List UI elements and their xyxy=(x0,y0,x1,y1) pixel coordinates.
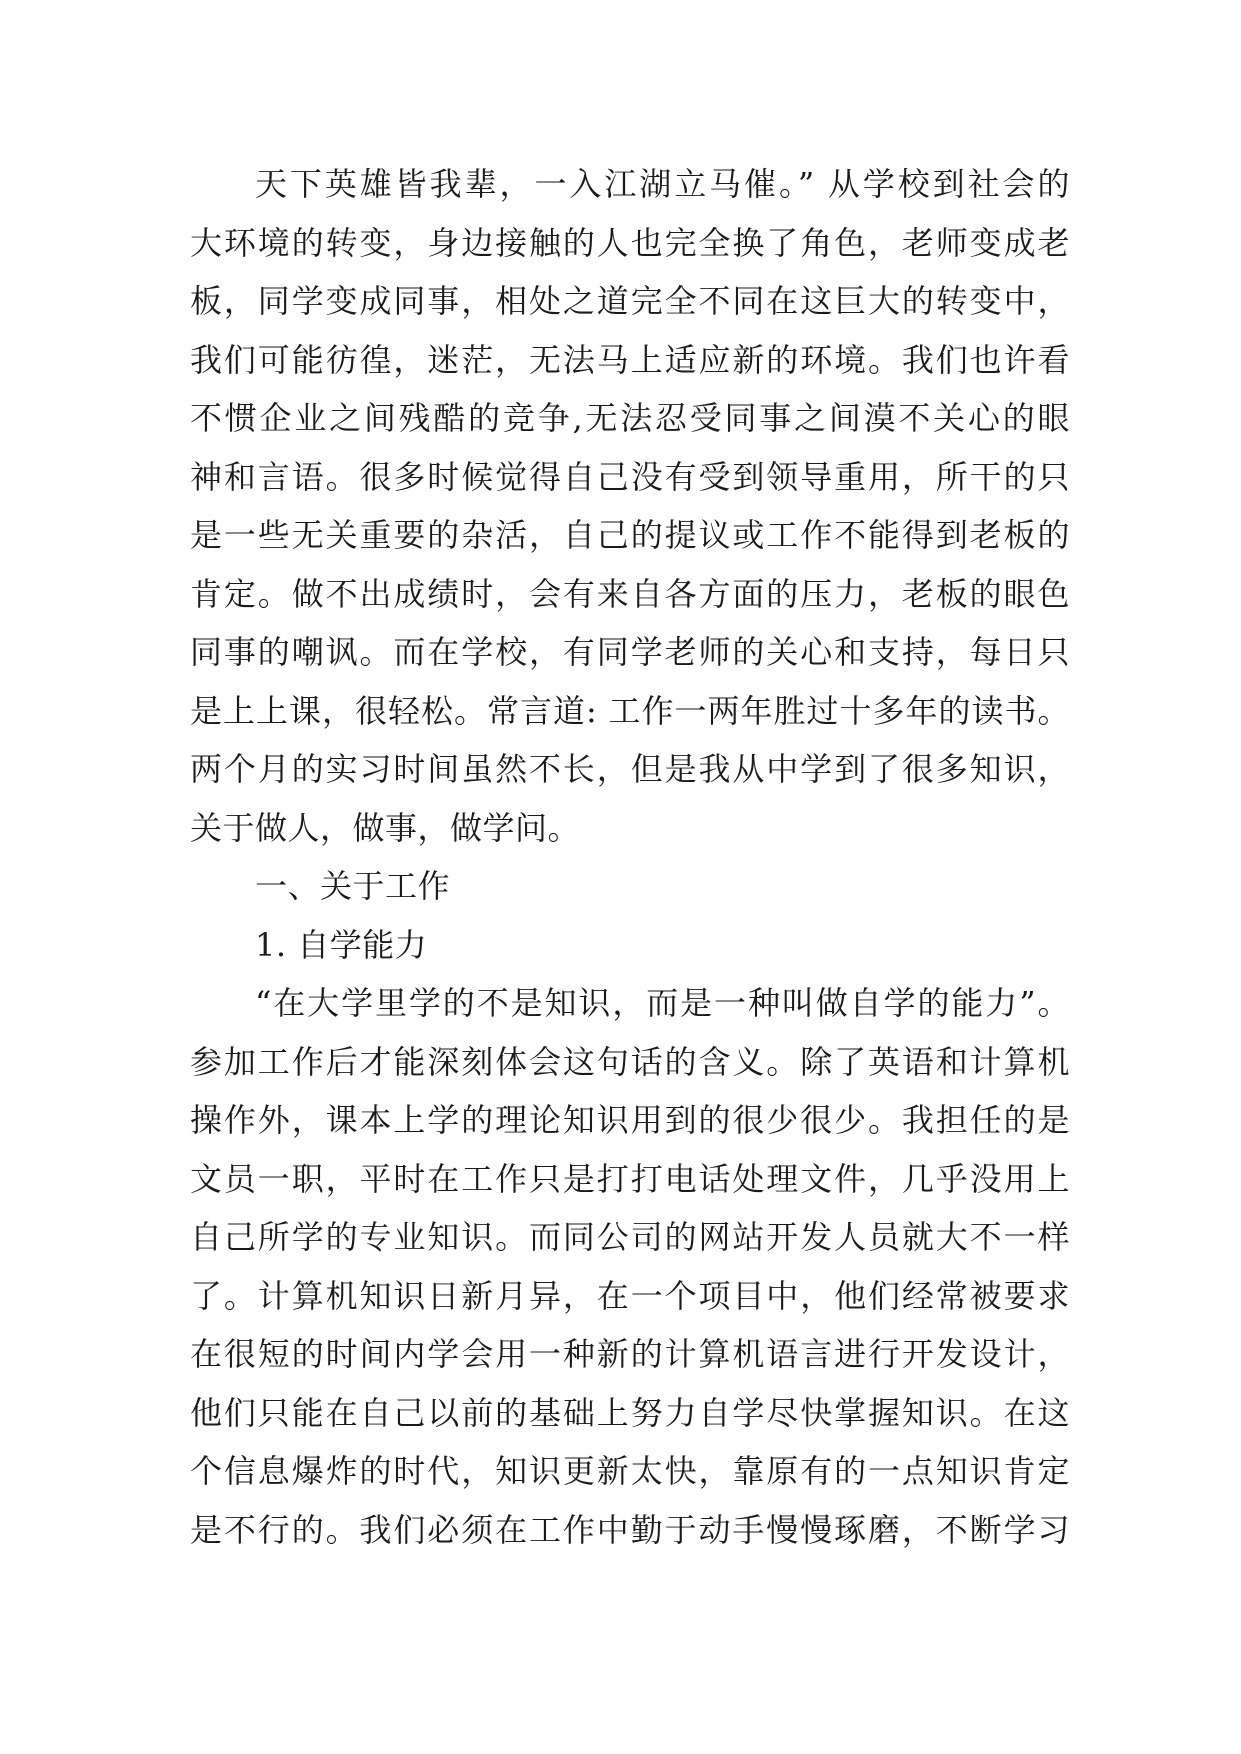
text-line: 在很短的时间内学会用一种新的计算机语言进行开发设计， xyxy=(190,1335,1070,1373)
paragraph-1 xyxy=(190,155,1070,857)
text-line: 操作外，课本上学的理论知识用到的很少很少。我担任的是 xyxy=(190,1101,1070,1139)
text-line: 是上上课，很轻松。常言道: 工作一两年胜过十多年的读书。 xyxy=(190,691,1070,730)
text-line: 同事的嘲讽。而在学校，有同学老师的关心和支持，每日只 xyxy=(190,633,1070,671)
text-line: 个信息爆炸的时代，知识更新太快，靠原有的一点知识肯定 xyxy=(190,1452,1070,1490)
paragraph-2 xyxy=(190,974,1070,1559)
text-line: 不惯企业之间残酷的竞争,无法忍受同事之间漠不关心的眼 xyxy=(190,399,1070,437)
text-line: 是不行的。我们必须在工作中勤于动手慢慢琢磨，不断学习 xyxy=(190,1510,1070,1549)
section-heading: 一、关于工作 xyxy=(255,867,451,905)
text-line: 自己所学的专业知识。而同公司的网站开发人员就大不一样 xyxy=(190,1218,1070,1256)
text-line: 参加工作后才能深刻体会这句话的含义。除了英语和计算机 xyxy=(190,1042,1070,1081)
text-line: 是一些无关重要的杂活，自己的提议或工作不能得到老板的 xyxy=(190,516,1070,554)
text-line: 天下英雄皆我辈，一入江湖立马催。” 从学校到社会的 xyxy=(255,165,1070,203)
text-line: 两个月的实习时间虽然不长，但是我从中学到了很多知识， xyxy=(190,750,1070,788)
text-line: 肯定。做不出成绩时，会有来自各方面的压力，老板的眼色 xyxy=(190,574,1070,613)
text-line: 文员一职，平时在工作只是打打电话处理文件，几乎没用上 xyxy=(190,1159,1070,1198)
text-line: 板，同学变成同事，相处之道完全不同在这巨大的转变中， xyxy=(190,282,1070,320)
subsection-heading: 1. 自学能力 xyxy=(255,925,428,964)
text-line: 他们只能在自己以前的基础上努力自学尽快掌握知识。在这 xyxy=(190,1393,1070,1432)
text-line: 了。计算机知识日新月异，在一个项目中，他们经常被要求 xyxy=(190,1276,1070,1315)
text-line: 关于做人，做事，做学问。 xyxy=(190,808,581,847)
text-line: “在大学里学的不是知识，而是一种叫做自学的能力”。 xyxy=(255,984,1070,1022)
text-line: 神和言语。很多时候觉得自己没有受到领导重用，所干的只 xyxy=(190,457,1070,496)
body-text xyxy=(190,155,1070,1559)
text-line: 我们可能彷徨，迷茫，无法马上适应新的环境。我们也许看 xyxy=(190,340,1070,379)
text-line: 大环境的转变，身边接触的人也完全换了角色，老师变成老 xyxy=(190,223,1070,262)
